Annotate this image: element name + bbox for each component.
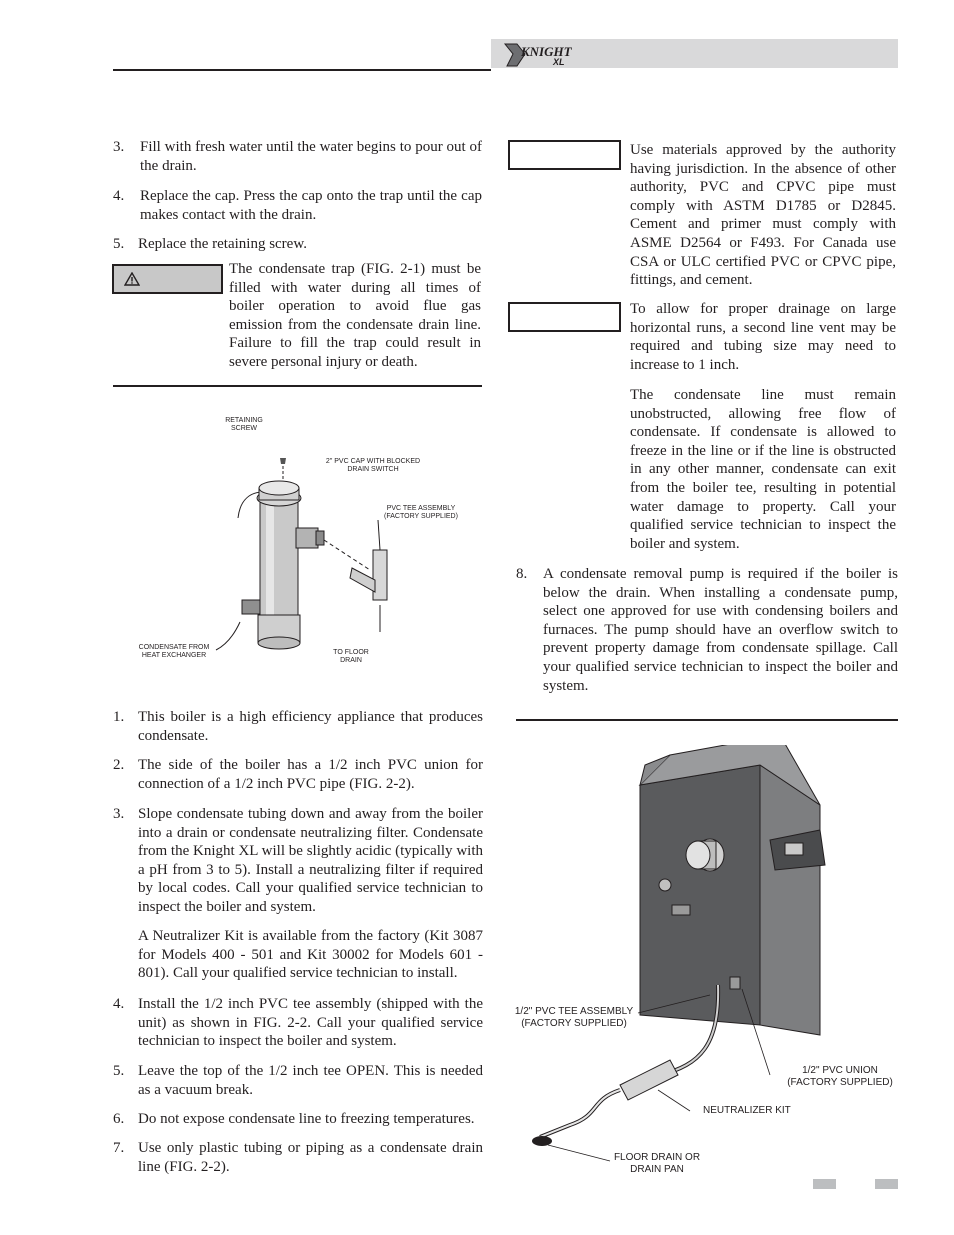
- logo-brand: KNIGHT: [521, 44, 572, 59]
- step-3-slope-tubing: 3. Slope condensate tubing down and away from the boiler into a drain or condensate neutralizing filter. Condensate from the Knight XL will be slightly acidic (typically with a pH from 3 to 5). Install a neutralizing filter if required by local codes. Call your qualified service technician to inspect the boiler and system.: [113, 806, 483, 915]
- footer-mark-left: [813, 1179, 836, 1189]
- section-rule-fig2: [516, 719, 898, 721]
- step-1-high-efficiency: 1. This boiler is a high efficiency appliance that produces condensate.: [113, 709, 483, 744]
- step-3-fill-water: 3. Fill with fresh water until the water begins to pour out of the drain.: [113, 139, 482, 174]
- warning-box: [112, 264, 223, 294]
- label-pvc-tee: PVC TEE ASSEMBLY (FACTORY SUPPLIED): [384, 505, 458, 520]
- label-condensate-from: CONDENSATE FROM HEAT EXCHANGER: [138, 644, 210, 659]
- header-rule: [113, 69, 491, 71]
- label-pvc-cap: 2" PVC CAP WITH BLOCKED DRAIN SWITCH: [325, 458, 421, 473]
- step-6-freezing: 6. Do not expose condensate line to freezing temperatures.: [113, 1111, 475, 1127]
- step-4-install-tee: 4. Install the 1/2 inch PVC tee assembly (shipped with the unit) as shown in FIG. 2-2. Call your qualified service technician to inspect the boiler and system.: [113, 996, 483, 1050]
- notice-box-materials: [508, 140, 621, 170]
- step-7-plastic-tubing: 7. Use only plastic tubing or piping as a condensate drain line (FIG. 2-2).: [113, 1140, 483, 1175]
- step-2-pvc-union: 2. The side of the boiler has a 1/2 inch PVC union for connection of a 1/2 inch PVC pipe (FIG. 2-2).: [113, 757, 483, 792]
- neutralizer-kit-note: A Neutralizer Kit is available from the factory (Kit 3087 for Models 400 - 501 and Kit 30002 for Models 601 - 801). Call your qualified service technician to install.: [138, 928, 483, 982]
- notice-unobstructed-text: The condensate line must remain unobstructed, allowing free flow of condensate. If condensate is allowed to freeze in the line or if the line is obstructed in any other manner, condensate can exit from the boiler tee, resulting in potential water damage to property. Call your qualified service technician to inspect the boiler and system.: [630, 387, 896, 552]
- boiler-condensate-illustration: [520, 745, 840, 1165]
- warning-triangle-icon: [124, 272, 140, 286]
- step-5-replace-screw: 5. Replace the retaining screw.: [113, 236, 307, 252]
- section-rule-fig1: [113, 385, 482, 387]
- notice-drainage-text: To allow for proper drainage on large horizontal runs, a second line vent may be required and tubing size may need to increase to 1 inch.: [630, 301, 896, 373]
- warning-text: The condensate trap (FIG. 2-1) must be filled with water during all times of boiler operation to avoid flue gas emission from the condensate drain line. Failure to fill the trap could result in severe personal injury or death.: [229, 261, 481, 370]
- step-8-condensate-pump: 8. A condensate removal pump is required if the boiler is below the drain. When installing a condensate pump, select one approved for use with condensing boilers and furnaces. The pump should have an overflow switch to prevent property damage from condensate spillage. Call your qualified service technician to inspect the boiler and system.: [516, 566, 898, 694]
- condensate-trap-illustration: [130, 400, 470, 680]
- label-pvc-union: 1/2" PVC UNION (FACTORY SUPPLIED): [787, 1065, 893, 1088]
- label-floor-drain: FLOOR DRAIN OR DRAIN PAN: [613, 1152, 701, 1175]
- label-tee-assembly: 1/2" PVC TEE ASSEMBLY (FACTORY SUPPLIED): [514, 1006, 634, 1029]
- logo-suffix: XL: [553, 57, 565, 67]
- label-to-floor-drain: TO FLOOR DRAIN: [333, 649, 369, 664]
- notice-materials-text: Use materials approved by the authority having jurisdiction. In the absence of other authority, PVC and CPVC pipe must comply with ASTM D1785 or D2845. Cement and primer must comply with ASME D2564 or F493. For Canada use CSA or ULC certified PVC or CPVC pipe, fittings, and cement.: [630, 142, 896, 289]
- step-4-replace-cap: 4. Replace the cap. Press the cap onto the trap until the cap makes contact with the drain.: [113, 188, 482, 223]
- footer-mark-right: [875, 1179, 898, 1189]
- notice-box-drainage: [508, 302, 621, 332]
- knight-xl-logo: [503, 40, 577, 68]
- label-neutralizer-kit: NEUTRALIZER KIT: [703, 1105, 791, 1116]
- step-5-leave-top-open: 5. Leave the top of the 1/2 inch tee OPEN. This is needed as a vacuum break.: [113, 1063, 483, 1098]
- label-retaining-screw: RETAINING SCREW: [225, 417, 263, 432]
